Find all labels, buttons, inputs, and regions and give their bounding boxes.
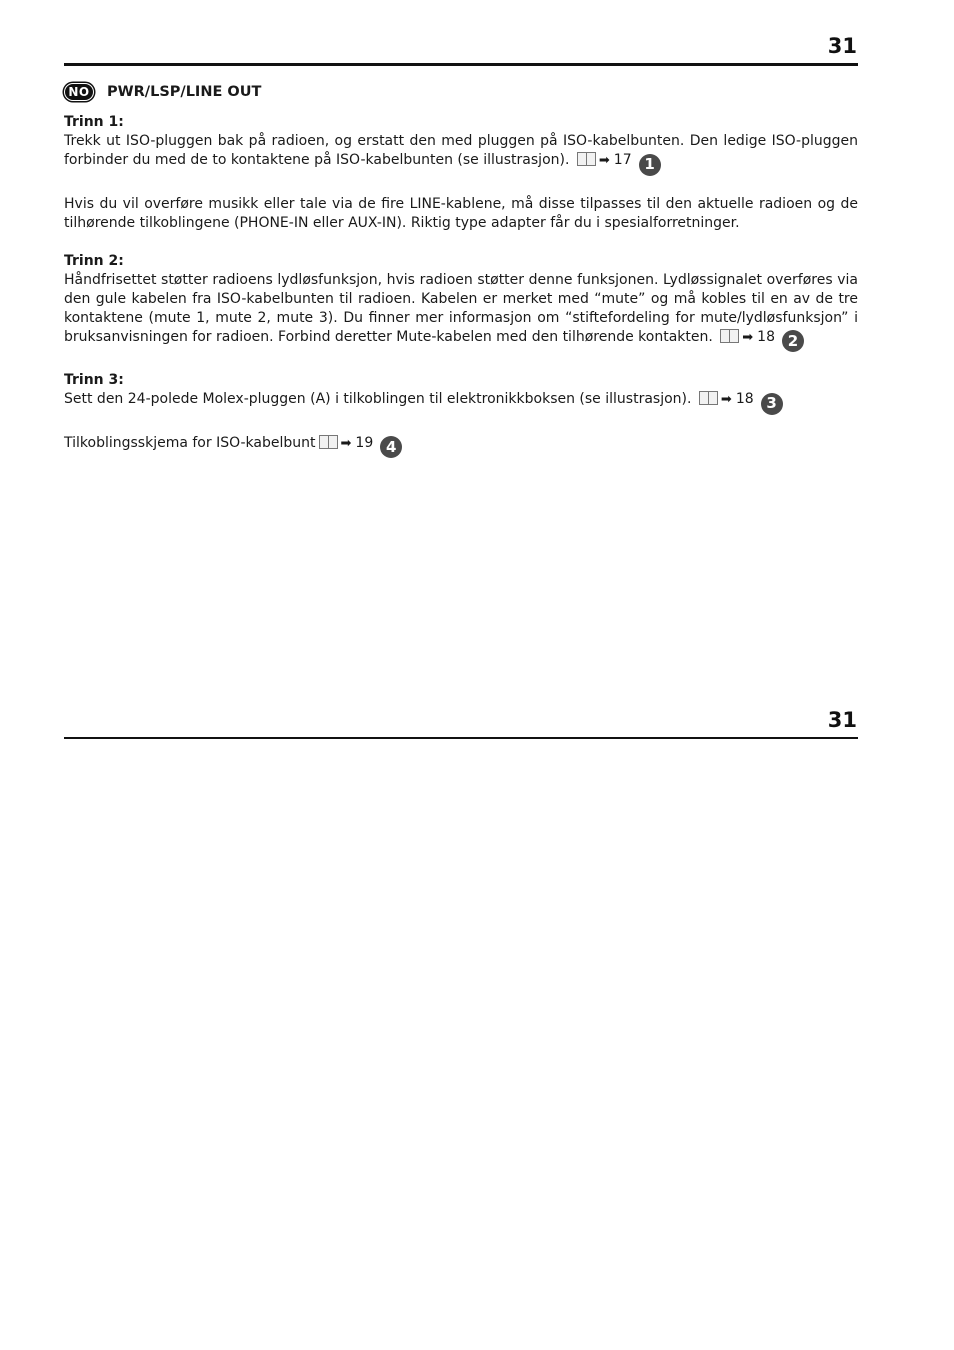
book-icon (577, 152, 595, 165)
arrow-right-icon: ➡ (340, 435, 352, 451)
wiring-text: Tilkoblingsskjema for ISO-kabelbunt ➡ 19 4 (64, 434, 858, 459)
page-number-bottom: 31 (827, 708, 857, 732)
arrow-right-icon: ➡ (720, 392, 732, 407)
step-2-text: Håndfrisettet støtter radioens lydløsfunksjon, hvis radioen støtter denne funksjonen. Lydløssignalet overføres via den gule kabelen fra ISO-kabelbunten til radioen. Kabelen er merket med “mute” og må kobles til en av de tre kontaktene (mute 1, mute 2, mute 3). Du finner mer informasjon om “stiftefordeling for mute/lydløsfunksjon” i bruksanvisningen for radioen. Forbind deretter Mute-kabelen med den tilhørende kontakten. ➡ 18 2 (64, 271, 858, 353)
step-1-extra-text: Hvis du vil overføre musikk eller tale via de fire LINE-kablene, må disse tilpasses til den aktuelle radioen og de tilhørende tilkoblingene (PHONE-IN eller AUX-IN). Riktig type adapter får du i spesialforretninger. (64, 195, 858, 231)
footer-rule (64, 737, 858, 739)
step-1-title: Trinn 1: (64, 114, 124, 130)
step-3-reference (696, 391, 783, 412)
figure-number-badge: 3 (761, 393, 783, 415)
step-2 (64, 252, 858, 353)
wiring-diagram-note (64, 434, 858, 459)
step-3-text: Sett den 24-polede Molex-pluggen (A) i tilkoblingen til elektronikkboksen (se illustrasjon). ➡ 18 3 (64, 390, 858, 415)
figure-number-badge: 1 (639, 154, 661, 176)
arrow-right-icon: ➡ (598, 153, 610, 168)
ref-page: 17 (613, 152, 632, 168)
ref-page: 18 (735, 391, 754, 407)
wiring-reference (316, 434, 403, 456)
step-2-title: Trinn 2: (64, 252, 124, 269)
book-icon (720, 329, 738, 342)
figure-number-badge: 2 (782, 330, 804, 352)
step-1-extra (64, 195, 858, 233)
step-3 (64, 371, 858, 415)
header-rule (64, 63, 858, 66)
book-icon (319, 435, 337, 448)
section-header (64, 81, 858, 103)
step-3-title: Trinn 3: (64, 372, 124, 388)
section-title: PWR/LSP/LINE OUT (107, 83, 262, 100)
document-body (64, 81, 858, 477)
arrow-right-icon: ➡ (742, 329, 754, 345)
step-1-reference (574, 152, 661, 173)
step-2-reference (717, 328, 804, 350)
figure-number-badge: 4 (380, 436, 402, 458)
step-1-text: Trekk ut ISO-pluggen bak på radioen, og erstatt den med pluggen på ISO-kabelbunten. Den ledige ISO-pluggen forbinder du med de to kontaktene på ISO-kabelbunten (se illustrasjon). ➡ 17 1 (64, 132, 858, 176)
ref-page: 19 (355, 434, 374, 451)
ref-page: 18 (757, 328, 775, 345)
step-1 (64, 113, 858, 176)
page-number-top: 31 (827, 34, 857, 58)
language-badge: NO (64, 83, 94, 101)
book-icon (699, 391, 717, 404)
